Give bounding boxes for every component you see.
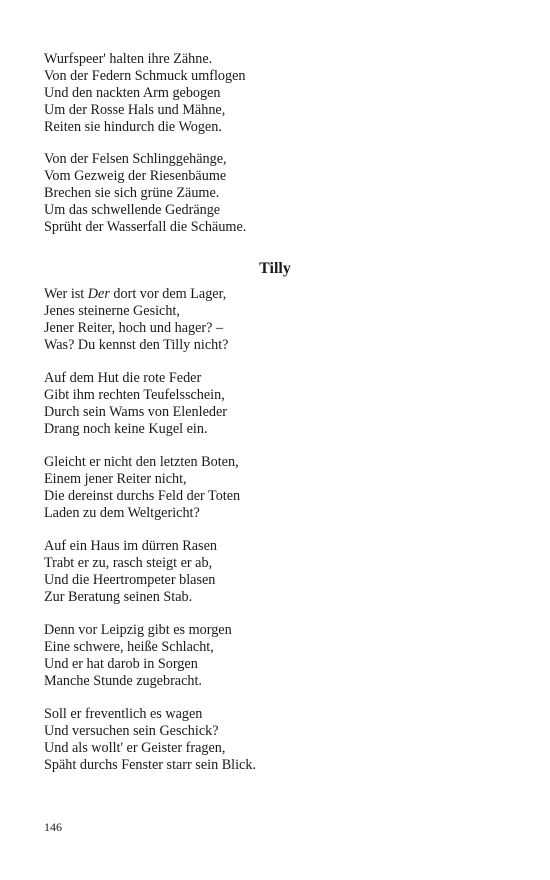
verse-line: Und er hat darob in Sorgen <box>44 656 198 672</box>
verse-line: Gibt ihm rechten Teufelsschein, <box>44 387 225 403</box>
verse-line: Jenes steinerne Gesicht, <box>44 303 180 319</box>
verse-line: Von der Felsen Schlinggehänge, <box>44 151 227 167</box>
verse-line: Sprüht der Wasserfall die Schäume. <box>44 219 247 235</box>
verse-line: Und die Heertrompeter blasen <box>44 572 216 588</box>
page-number: 146 <box>44 820 62 834</box>
verse-line: Gleicht er nicht den letzten Boten, <box>44 454 239 470</box>
tilly-stanza-1 <box>44 286 228 354</box>
prev-poem-stanza-2 <box>44 151 246 236</box>
tilly-stanza-4 <box>44 538 217 606</box>
verse-line: Eine schwere, heiße Schlacht, <box>44 639 214 655</box>
verse-line: Auf ein Haus im dürren Rasen <box>44 538 217 554</box>
verse-line: Einem jener Reiter nicht, <box>44 471 187 487</box>
prev-poem-stanza-1 <box>44 51 245 136</box>
emphasis-text: Der <box>87 286 110 302</box>
verse-line: Jener Reiter, hoch und hager? – <box>44 320 224 336</box>
verse-line: Um das schwellende Gedränge <box>44 202 221 218</box>
verse-line: Und als wollt' er Geister fragen, <box>44 740 226 756</box>
verse-line-text: dort vor dem Lager, <box>109 286 227 302</box>
verse-line: Denn vor Leipzig gibt es morgen <box>44 622 232 638</box>
tilly-stanza-6 <box>44 706 256 774</box>
tilly-stanza-3 <box>44 454 240 522</box>
verse-line: Was? Du kennst den Tilly nicht? <box>44 337 229 353</box>
verse-line: Zur Beratung seinen Stab. <box>44 589 193 605</box>
verse-line-text: Wer ist <box>44 286 88 302</box>
tilly-stanza-2 <box>44 370 227 438</box>
verse-line: Späht durchs Fenster starr sein Blick. <box>44 757 256 773</box>
verse-line: Die dereinst durchs Feld der Toten <box>44 488 241 504</box>
verse-line: Auf dem Hut die rote Feder <box>44 370 202 386</box>
verse-line: Brechen sie sich grüne Zäume. <box>44 185 220 201</box>
verse-line: Drang noch keine Kugel ein. <box>44 421 208 437</box>
verse-line <box>44 286 228 303</box>
tilly-stanza-5 <box>44 622 232 690</box>
verse-line: Durch sein Wams von Elenleder <box>44 404 227 420</box>
verse-line: Um der Rosse Hals und Mähne, <box>44 102 226 118</box>
verse-line: Vom Gezweig der Riesenbäume <box>44 168 227 184</box>
verse-line: Trabt er zu, rasch steigt er ab, <box>44 555 213 571</box>
verse-line: Reiten sie hindurch die Wogen. <box>44 119 222 135</box>
verse-line: Und den nackten Arm gebogen <box>44 85 221 101</box>
verse-line: Wurfspeer' halten ihre Zähne. <box>44 51 213 67</box>
poem-title: Tilly <box>259 260 291 277</box>
verse-line: Und versuchen sein Geschick? <box>44 723 219 739</box>
verse-line: Laden zu dem Weltgericht? <box>44 505 200 521</box>
verse-line: Manche Stunde zugebracht. <box>44 673 202 689</box>
verse-line: Von der Federn Schmuck umflogen <box>44 68 246 84</box>
verse-line: Soll er freventlich es wagen <box>44 706 203 722</box>
